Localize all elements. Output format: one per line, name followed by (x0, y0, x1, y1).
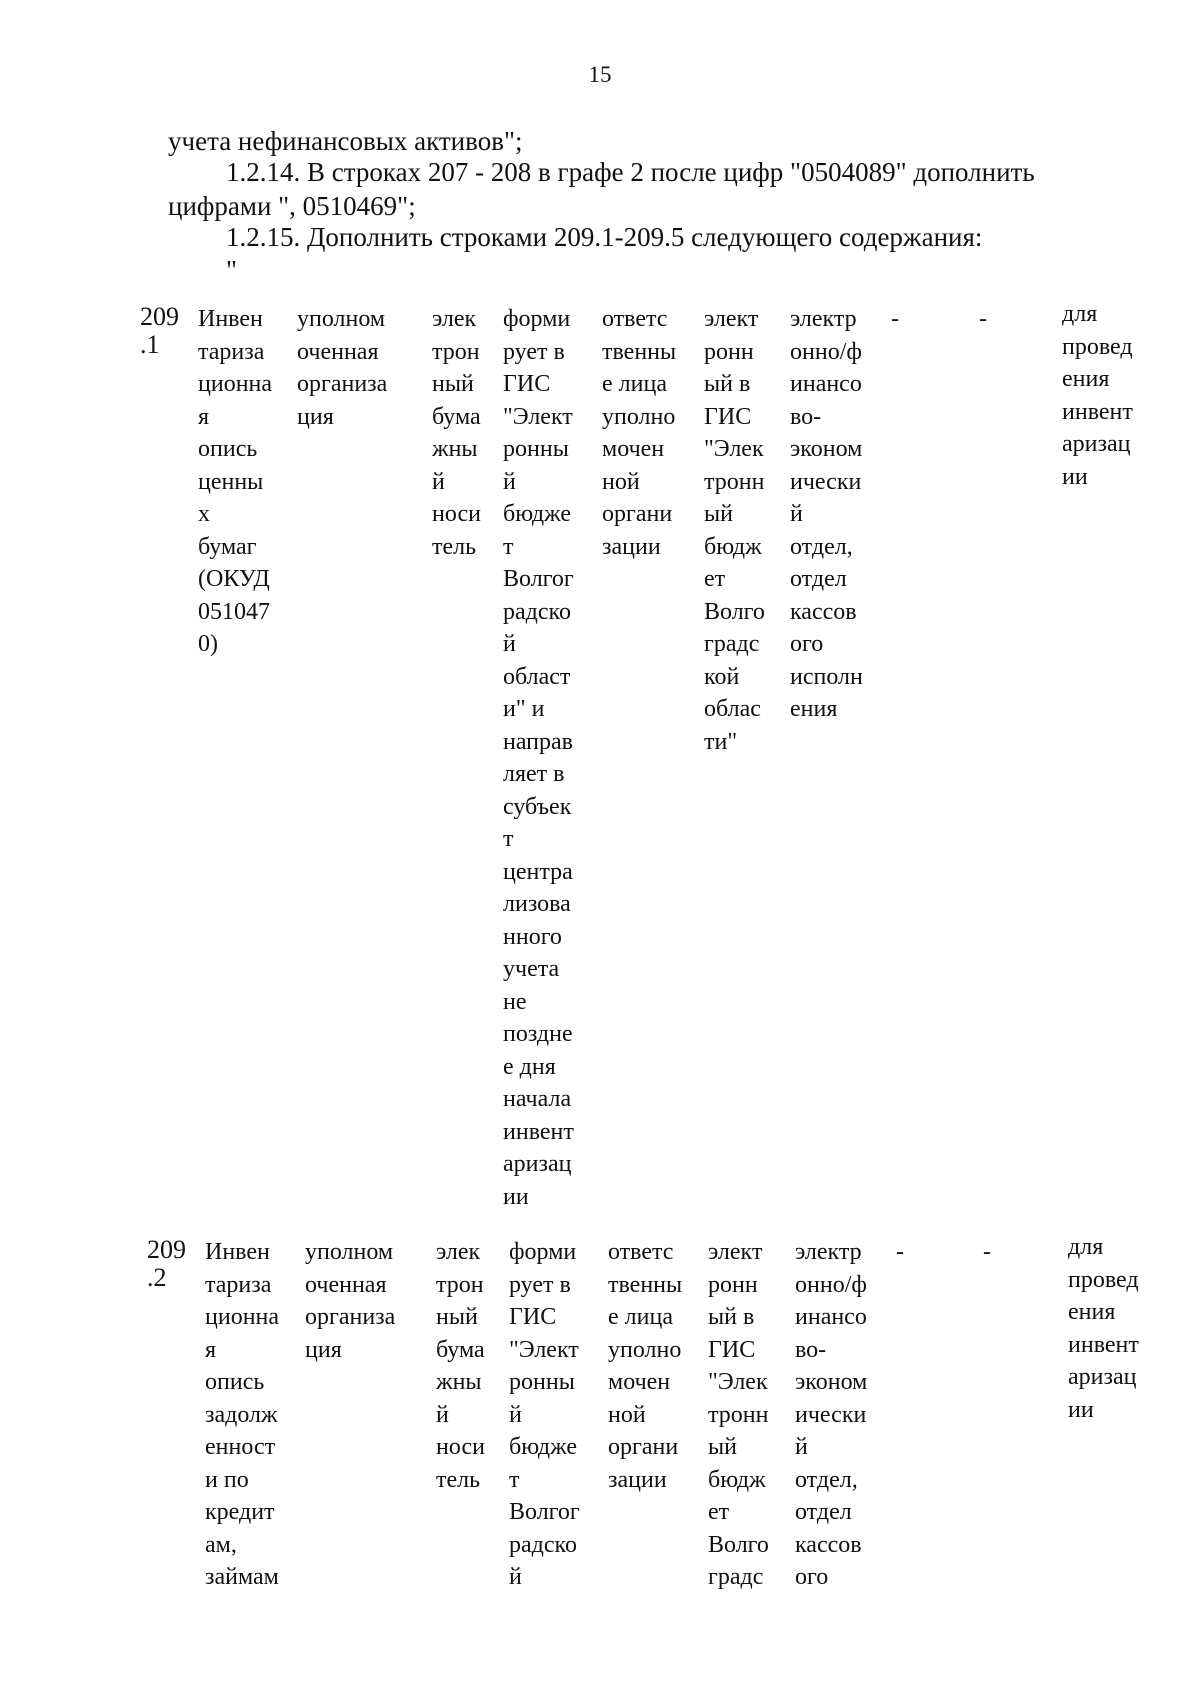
document-creator: уполном оченная организа ция (297, 306, 388, 430)
intro-line-2: 1.2.14. В строках 207 - 208 в графе 2 после цифр "0504089" дополнить (226, 157, 1035, 187)
document-purpose: для провед ения инвент аризац ии (1068, 1234, 1139, 1423)
empty-dash: - (891, 306, 899, 332)
document-procedure: форми рует в ГИС "Элект ронны й бюдже т Волгог радско й област и" и направ ляет в субъек т центра лизова нного учета не поздне е дня начала инвент аризац ии (503, 306, 574, 1210)
document-creator: уполном оченная организа ция (305, 1239, 396, 1363)
document-medium: элек трон ный бума жны й носи тель (436, 1239, 485, 1493)
responsible-persons: ответс твенны е лица уполно мочен ной органи зации (608, 1239, 683, 1493)
row-number: 209 .2 (147, 1235, 186, 1292)
responsible-persons: ответс твенны е лица уполно мочен ной органи зации (602, 306, 677, 560)
page-number: 15 (588, 62, 612, 87)
empty-dash: - (896, 1239, 904, 1265)
intro-line-5: " (226, 255, 238, 285)
document-format: элект ронн ый в ГИС "Элек тронн ый бюдж ет Волго градс кой облас ти" (704, 306, 765, 755)
intro-line-4: 1.2.15. Дополнить строками 209.1-209.5 следующего содержания: (226, 222, 983, 252)
intro-line-1: учета нефинансовых активов"; (168, 126, 523, 156)
intro-line-3: цифрами ", 0510469"; (168, 191, 416, 221)
document-format: элект ронн ый в ГИС "Элек тронн ый бюдж ет Волго градс (708, 1239, 769, 1590)
document-procedure: форми рует в ГИС "Элект ронны й бюдже т Волгог радско й (509, 1239, 580, 1590)
document-name: Инвен тариза ционна я опись ценны х бумаг (ОКУД 051047 0) (198, 306, 273, 657)
document-recipient: электр онно/ф инансо во- эконом ически й отдел, отдел кассов ого исполн ения (790, 306, 863, 722)
document-medium: элек трон ный бума жны й носи тель (432, 306, 481, 560)
empty-dash: - (983, 1239, 991, 1265)
document-name: Инвен тариза ционна я опись задолж енност и по кредит ам, займам (205, 1239, 280, 1590)
document-recipient: электр онно/ф инансо во- эконом ически й отдел, отдел кассов ого (795, 1239, 868, 1590)
row-number: 209 .1 (140, 302, 179, 359)
empty-dash: - (979, 306, 987, 332)
document-purpose: для провед ения инвент аризац ии (1062, 301, 1133, 490)
